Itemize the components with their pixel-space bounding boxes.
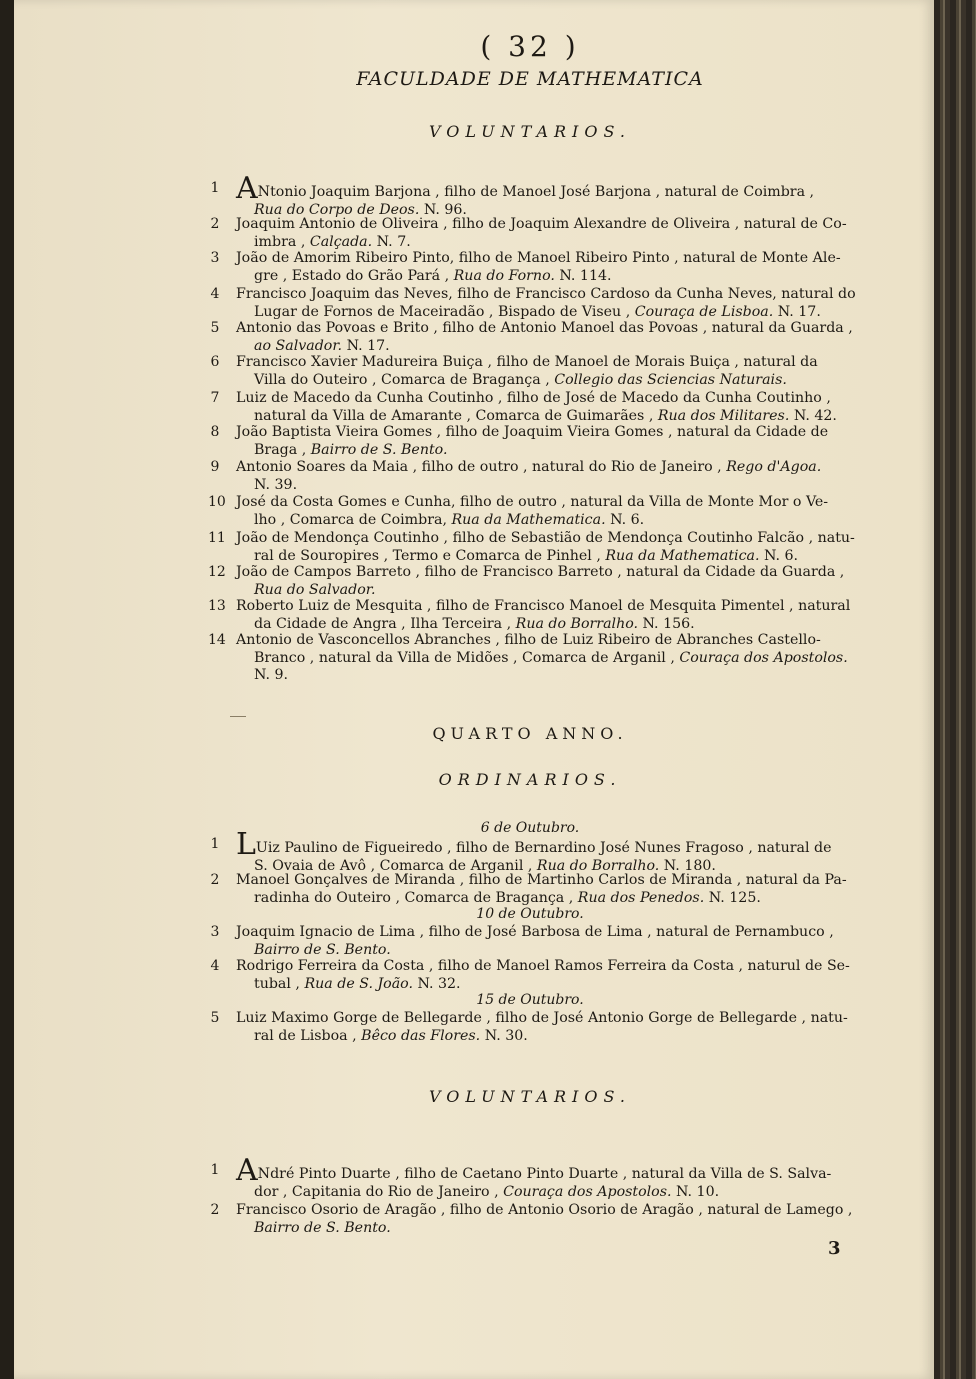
list-item: 3 Joaquim Ignacio de Lima , filho de José Barbosa de Lima , natural de Pernambuco , Bairro de S. Bento. (210, 924, 834, 958)
section-voluntarios-3: VOLUNTARIOS. (429, 122, 631, 141)
divider (230, 716, 246, 717)
list-item: 4 Francisco Joaquim das Neves, filho de Francisco Cardoso da Cunha Neves, natural do Lugar de Fornos de Maceiradão , Bispado de Viseu , Couraça de Lisboa. N. 17. (210, 286, 856, 320)
list-item: 1 ANtonio Joaquim Barjona , filho de Manoel José Barjona , natural de Coimbra , Rua do Corpo de Deos. N. 96. (210, 171, 815, 218)
page-number: ( 32 ) (480, 30, 580, 63)
date-heading: 6 de Outubro. (480, 820, 580, 836)
list-item: 2 Joaquim Antonio de Oliveira , filho de Joaquim Alexandre de Oliveira , natural de Co- imbra , Calçada. N. 7. (210, 216, 847, 250)
list-item: 7 Luiz de Macedo da Cunha Coutinho , filho de José de Macedo da Cunha Coutinho , natural da Villa de Amarante , Comarca de Guimarães , Rua dos Militares. N. 42. (210, 390, 837, 424)
list-item: 2 Francisco Osorio de Aragão , filho de Antonio Osorio de Aragão , natural de Lamego , Bairro de S. Bento. (210, 1202, 853, 1236)
list-item: 2 Manoel Gonçalves de Miranda , filho de Martinho Carlos de Miranda , natural da Pa- radinha do Outeiro , Comarca de Bragança , Rua dos Penedos. N. 125. (210, 872, 847, 906)
list-item: 5 Antonio das Povoas e Brito , filho de Antonio Manoel das Povoas , natural da Guarda , ao Salvador. N. 17. (210, 320, 853, 354)
list-item: 6 Francisco Xavier Madureira Buiça , filho de Manoel de Morais Buiça , natural da Villa do Outeiro , Comarca de Bragança , Collegio das Sciencias Naturais. (210, 354, 818, 388)
book-edge (934, 0, 976, 1379)
list-item: 8 João Baptista Vieira Gomes , filho de Joaquim Vieira Gomes , natural da Cidade de Braga , Bairro de S. Bento. (210, 424, 829, 458)
faculty-title: FACULDADE DE MATHEMATICA (356, 68, 704, 90)
list-item: 4 Rodrigo Ferreira da Costa , filho de Manoel Ramos Ferreira da Costa , naturul de Se- tubal , Rua de S. João. N. 32. (210, 958, 850, 992)
list-item: 13 Roberto Luiz de Mesquita , filho de Francisco Manoel de Mesquita Pimentel , natural da Cidade de Angra , Ilha Terceira , Rua do Borralho. N. 156. (208, 598, 851, 632)
list-item: 9 Antonio Soares da Maia , filho de outro , natural do Rio de Janeiro , Rego d'Agoa. N. 39. (210, 459, 822, 493)
list-item: 12 João de Campos Barreto , filho de Francisco Barreto , natural da Cidade da Guarda , Rua do Salvador. (208, 564, 845, 598)
list-item: 14 Antonio de Vasconcellos Abranches , filho de Luiz Ribeiro de Abranches Castello- Branco , natural da Villa de Midões , Comarca de Arganil , Couraça dos Apostolos. N. 9. (208, 632, 848, 684)
signature-mark: 3 (828, 1238, 841, 1259)
list-item: 11 João de Mendonça Coutinho , filho de Sebastião de Mendonça Coutinho Falcão , natu- ral de Souropires , Termo e Comarca de Pinhel , Rua da Mathematica. N. 6. (208, 530, 855, 564)
list-item: 10 José da Costa Gomes e Cunha, filho de outro , natural da Villa de Monte Mor o Ve- lho , Comarca de Coimbra, Rua da Mathematica. N. 6. (208, 494, 829, 528)
list-item: 1 ANdré Pinto Duarte , filho de Caetano Pinto Duarte , natural da Villa de S. Salva- dor , Capitania do Rio de Janeiro , Couraça dos Apostolos. N. 10. (210, 1153, 832, 1200)
list-item: 3 João de Amorim Ribeiro Pinto, filho de Manoel Ribeiro Pinto , natural de Monte Ale- gre , Estado do Grão Pará , Rua do Forno. N. 114. (210, 250, 841, 284)
date-heading: 15 de Outubro. (476, 992, 584, 1008)
date-heading: 10 de Outubro. (476, 906, 584, 922)
drop-cap: L (236, 827, 256, 862)
drop-cap: A (236, 171, 258, 206)
list-item: 5 Luiz Maximo Gorge de Bellegarde , filho de José Antonio Gorge de Bellegarde , natu- ral de Lisboa , Bêco das Flores. N. 30. (210, 1010, 848, 1044)
list-item: 1 LUiz Paulino de Figueiredo , filho de Bernardino José Nunes Fragoso , natural de S. Ovaia de Avô , Comarca de Arganil , Rua do Borralho. N. 180. (210, 827, 832, 874)
drop-cap: A (236, 1153, 258, 1188)
section-quarto-anno: QUARTO ANNO. (432, 724, 628, 743)
section-ordinarios: ORDINARIOS. (438, 770, 622, 789)
section-voluntarios-4: VOLUNTARIOS. (429, 1087, 631, 1106)
